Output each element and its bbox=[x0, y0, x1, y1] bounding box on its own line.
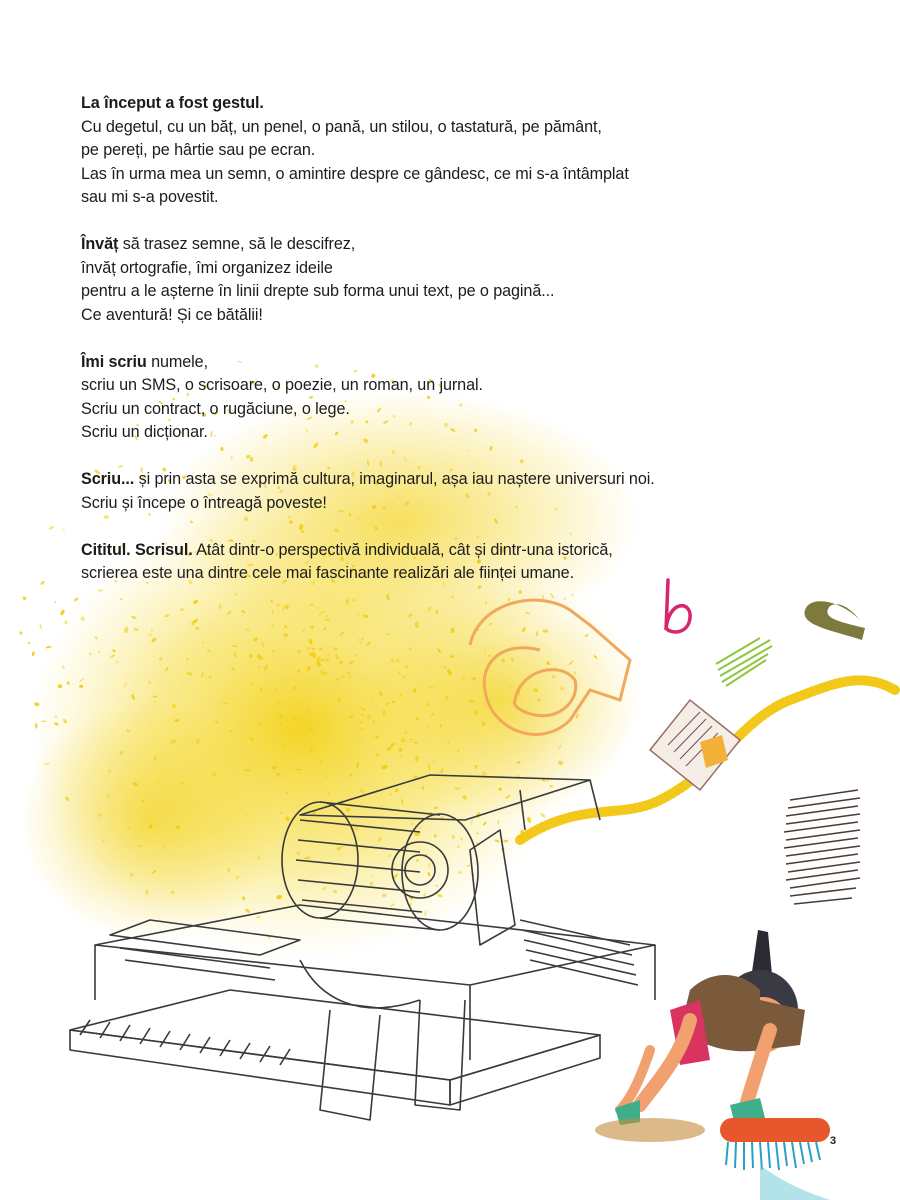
line-text: pe pereți, pe hârtie sau pe ecran. bbox=[81, 141, 316, 159]
bold-phrase: Cititul. Scrisul. bbox=[81, 540, 193, 559]
line-text: scriu un SMS, o scrisoare, o poezie, un roman, un jurnal. bbox=[81, 376, 483, 394]
paragraph bbox=[81, 468, 721, 515]
text-line bbox=[81, 304, 721, 328]
line-text: să trasez semne, să le descifrez, bbox=[118, 235, 356, 253]
text-line bbox=[81, 116, 721, 140]
line-text: Scriu un contract, o rugăciune, o lege. bbox=[81, 399, 350, 418]
child-figure bbox=[595, 930, 805, 1142]
text-line bbox=[81, 374, 721, 398]
line-text: Scriu un dicționar. bbox=[81, 423, 208, 441]
line-text: Cu degetul, cu un băț, un penel, o pană, un stilou, o tastatură, pe pământ, bbox=[81, 117, 602, 136]
line-text: învăț ortografie, îmi organizez ideile bbox=[81, 258, 333, 277]
text-line bbox=[81, 398, 721, 422]
text-line bbox=[81, 139, 721, 163]
text-line bbox=[81, 539, 721, 563]
brush-drawing bbox=[720, 1118, 830, 1200]
bold-phrase: Învăț bbox=[81, 235, 119, 253]
letter-c-drawing bbox=[804, 601, 865, 640]
text-line bbox=[81, 421, 721, 445]
text-line bbox=[81, 186, 721, 210]
paragraph bbox=[81, 233, 721, 327]
text-line bbox=[81, 257, 721, 281]
text-line bbox=[81, 468, 721, 492]
line-text: pentru a le așterne în linii drepte sub forma unui text, pe o pagină... bbox=[81, 282, 555, 300]
text-line bbox=[81, 92, 721, 116]
bold-phrase: La început a fost gestul. bbox=[81, 94, 264, 112]
line-text: scrierea este una dintre cele mai fascinante realizări ale ființei umane. bbox=[81, 564, 574, 582]
paragraph bbox=[81, 539, 721, 586]
line-text: numele, bbox=[146, 352, 208, 371]
text-line bbox=[81, 233, 721, 257]
paragraph bbox=[81, 92, 721, 210]
body-text bbox=[81, 92, 721, 609]
paragraph bbox=[81, 351, 721, 445]
paper-note bbox=[650, 700, 740, 790]
text-line bbox=[81, 562, 721, 586]
dark-scribble bbox=[784, 790, 860, 904]
text-line bbox=[81, 280, 721, 304]
line-text: Ce aventură! Și ce bătălii! bbox=[81, 305, 263, 324]
bold-phrase: Scriu... bbox=[81, 470, 135, 488]
green-scribble bbox=[716, 638, 772, 686]
line-text: Scriu și începe o întreagă poveste! bbox=[81, 493, 327, 512]
line-text: sau mi s-a povestit. bbox=[81, 188, 219, 206]
line-text: Atât dintr-o perspectivă individuală, cât și dintr-una istorică, bbox=[192, 540, 613, 559]
line-text: și prin asta se exprimă cultura, imaginarul, așa iau naștere universuri noi. bbox=[134, 470, 655, 488]
text-line bbox=[81, 351, 721, 375]
page-number: 3 bbox=[830, 1135, 837, 1147]
line-text: Las în urma mea un semn, o amintire despre ce gândesc, ce mi s-a întâmplat bbox=[81, 164, 629, 183]
text-line bbox=[81, 492, 721, 516]
bold-phrase: Îmi scriu bbox=[81, 352, 147, 371]
text-line bbox=[81, 163, 721, 187]
